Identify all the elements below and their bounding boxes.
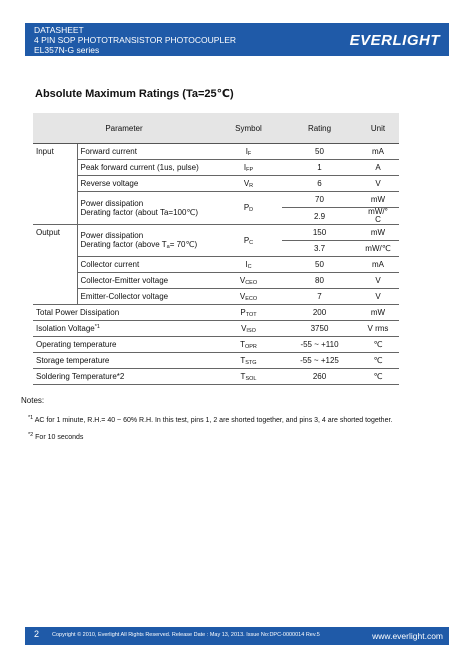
param-cell: Isolation Voltage$^{*1}$ [33, 321, 215, 337]
symbol-cell: TSTG [215, 353, 282, 369]
rating-cell: 7 [282, 289, 357, 305]
symbol-cell: TSOL [215, 369, 282, 385]
rating-cell: 150 [282, 225, 357, 241]
rating-cell: -55 ~ +110 [282, 337, 357, 353]
table-header-row [33, 113, 399, 144]
unit-cell: mA [357, 257, 399, 273]
unit-cell: V [357, 289, 399, 305]
website-link[interactable]: www.everlight.com [372, 631, 443, 641]
table-row [33, 225, 399, 241]
param-cell: Total Power Dissipation [33, 305, 215, 321]
symbol-cell: IC [215, 257, 282, 273]
product-description: 4 PIN SOP PHOTOTRANSISTOR PHOTOCOUPLER [34, 35, 236, 45]
notes-label: Notes: [21, 396, 45, 405]
table-row [33, 144, 399, 160]
unit-cell: mW [357, 192, 399, 208]
symbol-cell: VECO [215, 289, 282, 305]
unit-cell: V [357, 176, 399, 192]
unit-cell: mA [357, 144, 399, 160]
header-symbol: Symbol [215, 113, 282, 144]
unit-cell: ℃ [357, 369, 399, 385]
rating-cell: 2.9 [282, 208, 357, 225]
param-cell: Collector current [77, 257, 215, 273]
header-text [34, 25, 236, 55]
ratings-table [33, 113, 399, 385]
param-cell: Operating temperature [33, 337, 215, 353]
unit-cell: ℃ [357, 337, 399, 353]
unit-cell: ℃ [357, 353, 399, 369]
rating-cell: 3.7 [282, 241, 357, 257]
rating-cell: 1 [282, 160, 357, 176]
rating-cell: 6 [282, 176, 357, 192]
everlight-logo: EVERLIGHT [349, 32, 440, 49]
note-1: $^{*1}$ AC for 1 minute, R.H.= 40 ~ 60% R.H. In this test, pins 1, 2 are shorted together, and pins 3, 4 are shorted together. [28, 415, 393, 424]
param-cell: Forward current [77, 144, 215, 160]
rating-cell: 70 [282, 192, 357, 208]
param-cell: Soldering Temperature*2 [33, 369, 215, 385]
table-row [33, 192, 399, 208]
unit-cell: V [357, 273, 399, 289]
document-header [25, 23, 449, 56]
series-name: EL357N-G series [34, 45, 100, 55]
rating-cell: 260 [282, 369, 357, 385]
document-footer [25, 627, 449, 645]
rating-cell: 50 [282, 144, 357, 160]
unit-cell: mW [357, 225, 399, 241]
param-cell: Collector-Emitter voltage [77, 273, 215, 289]
header-unit: Unit [357, 113, 399, 144]
unit-cell: mW/° C [357, 208, 399, 225]
unit-cell: mW [357, 305, 399, 321]
table-row [33, 337, 399, 353]
unit-cell: V rms [357, 321, 399, 337]
symbol-cell: VISO [215, 321, 282, 337]
table-row [33, 289, 399, 305]
table-row [33, 353, 399, 369]
header-parameter: Parameter [33, 113, 215, 144]
table-row [33, 369, 399, 385]
symbol-cell: TOPR [215, 337, 282, 353]
param-cell: Power dissipation Derating factor (above Ta= 70℃) [77, 225, 215, 257]
category-output: Output [36, 228, 61, 238]
rating-cell: 50 [282, 257, 357, 273]
rating-cell: 80 [282, 273, 357, 289]
param-cell: Power dissipation Derating factor (about Ta=100℃) [77, 192, 215, 225]
section-title: Absolute Maximum Ratings (Ta=25℃) [35, 88, 234, 100]
table-row [33, 305, 399, 321]
symbol-cell: VR [215, 176, 282, 192]
table-row [33, 160, 399, 176]
symbol-cell: IFP [215, 160, 282, 176]
param-cell: Reverse voltage [77, 176, 215, 192]
note-2: $^{*2}$ For 10 seconds [28, 432, 84, 441]
unit-cell: mW/℃ [357, 241, 399, 257]
table-row [33, 257, 399, 273]
page-number: 2 [34, 629, 40, 639]
table-row [33, 273, 399, 289]
doc-type: DATASHEET [34, 25, 84, 35]
table-row [33, 176, 399, 192]
symbol-cell: PTOT [215, 305, 282, 321]
symbol-cell: PC [215, 225, 282, 257]
param-cell: Storage temperature [33, 353, 215, 369]
symbol-cell: PD [215, 192, 282, 225]
symbol-cell: VCEO [215, 273, 282, 289]
table-row [33, 321, 399, 337]
rating-cell: -55 ~ +125 [282, 353, 357, 369]
param-cell: Emitter-Collector voltage [77, 289, 215, 305]
symbol-cell: IF [215, 144, 282, 160]
rating-cell: 200 [282, 305, 357, 321]
rating-cell: 3750 [282, 321, 357, 337]
header-rating: Rating [282, 113, 357, 144]
category-input: Input [36, 147, 54, 157]
unit-cell: A [357, 160, 399, 176]
param-cell: Peak forward current (1us, pulse) [77, 160, 215, 176]
copyright-text: Copyright © 2010, Everlight All Rights Reserved. Release Date : May 13, 2013. Issue No:DPC-0000014 Rev.5 [52, 632, 320, 638]
